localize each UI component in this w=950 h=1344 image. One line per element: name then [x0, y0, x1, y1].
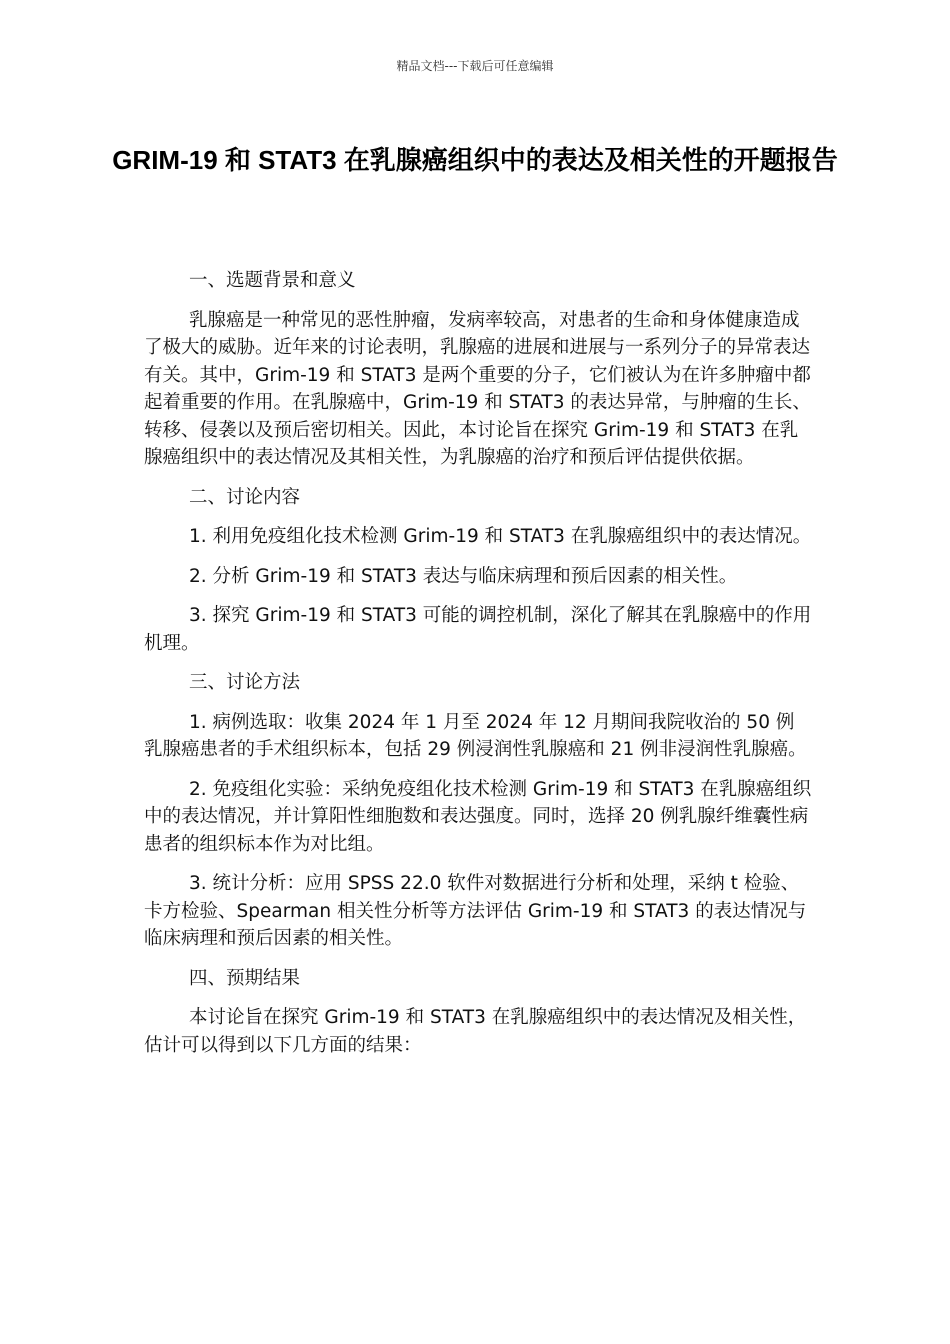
content-item-2: 2. 分析 Grim-19 和 STAT3 表达与临床病理和预后因素的相关性。 — [189, 565, 738, 587]
section-heading-methods: 三、讨论方法 — [189, 672, 301, 693]
document-body — [144, 267, 812, 1071]
method-item-2: 2. 免疫组化实验：采纳免疫组化技术检测 Grim-19 和 STAT3 在乳腺癌组织中的表达情况，并计算阳性细胞数和表达强度。同时，选择 20 例乳腺纤维囊性病患者的组织标本作为对比组。 — [144, 778, 812, 855]
content-item-3: 3. 探究 Grim-19 和 STAT3 可能的调控机制，深化了解其在乳腺癌中的作用机理。 — [144, 605, 812, 654]
method-item-3: 3. 统计分析：应用 SPSS 22.0 软件对数据进行分析和处理，采纳 t 检验、卡方检验、Spearman 相关性分析等方法评估 Grim-19 和 STAT3 的表达情况与临床病理和预后因素的相关性。 — [144, 873, 807, 949]
section-heading-background: 一、选题背景和意义 — [189, 270, 356, 291]
paragraph-background: 乳腺癌是一种常见的恶性肿瘤，发病率较高，对患者的生命和身体健康造成了极大的威胁。近年来的讨论表明，乳腺癌的进展和进展与一系列分子的异常表达有关。其中，Grim-19 和 STAT3 是两个重要的分子，它们被认为在许多肿瘤中都起着重要的作用。在乳腺癌中，Grim-19 和 STAT3 的表达异常，与肿瘤的生长、转移、侵袭以及预后密切相关。因此，本讨论旨在探究 Grim-19 和 STAT3 在乳腺癌组织中的表达情况及其相关性，为乳腺癌的治疗和预后评估提供依据。 — [144, 309, 811, 468]
paragraph-expected-results: 本讨论旨在探究 Grim-19 和 STAT3 在乳腺癌组织中的表达情况及相关性，估计可以得到以下几方面的结果： — [144, 1007, 807, 1056]
section-heading-content: 二、讨论内容 — [189, 486, 301, 508]
page-header: 精品文档---下载后可任意编辑 — [396, 59, 554, 73]
section-heading-expected-results: 四、预期结果 — [189, 967, 301, 989]
document-title: GRIM-19 和 STAT3 在乳腺癌组织中的表达及相关性的开题报告 — [112, 145, 838, 175]
method-item-1: 1. 病例选取：收集 2024 年 1 月至 2024 年 12 月期间我院收治的 50 例乳腺癌患者的手术组织标本，包括 29 例浸润性乳腺癌和 21 例非浸润性乳腺癌。 — [144, 711, 807, 760]
content-item-1: 1. 利用免疫组化技术检测 Grim-19 和 STAT3 在乳腺癌组织中的表达情况。 — [189, 526, 812, 547]
